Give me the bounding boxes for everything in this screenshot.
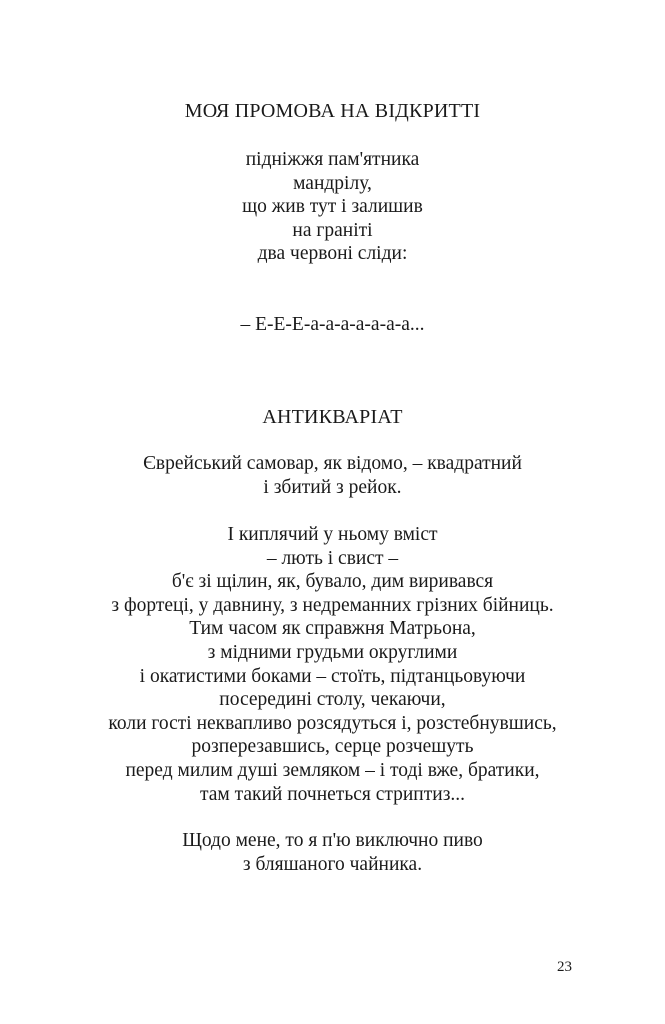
poem-line: Тим часом як справжня Матрьона,: [189, 618, 476, 640]
poem-line: посередині столу, чекаючи,: [219, 689, 446, 711]
poem-line: б'є зі щілин, як, бувало, дим виривався: [171, 571, 494, 593]
poem-line: з бляшаного чайника.: [242, 853, 423, 875]
poem1-stanza-2: [0, 313, 665, 337]
poem-title-antiquarian: АНТИКВАРІАТ: [262, 406, 403, 428]
poem-line: там такий почнеться стриптиз...: [199, 783, 466, 805]
poem-line: – Е-Е-Е-а-а-а-а-а-а-а...: [240, 314, 425, 335]
poem-line: і окатистими боками – стоїть, підтанцьовуючи: [139, 665, 526, 687]
poem-line: мандрілу,: [293, 172, 372, 194]
poem-line: – лють і свист –: [266, 547, 399, 569]
poem-title-opening-speech: МОЯ ПРОМОВА НА ВІДКРИТТІ: [184, 100, 481, 122]
poem-line: що жив тут і залишив: [242, 196, 423, 218]
poem-line: на граніті: [292, 219, 373, 241]
poem-line: розперезавшись, серце розчешуть: [191, 736, 474, 758]
poem-line: коли гості неквапливо розсядуться і, розстебнувшись,: [108, 712, 557, 734]
page-number: 23: [557, 959, 572, 975]
poem1-stanza-1: [0, 148, 665, 266]
poem-line: Єврейський самовар, як відомо, – квадратний: [143, 453, 522, 474]
poem-line: з фортеці, у давнину, з недреманних грізних бійниць.: [111, 594, 554, 616]
poem-line: підніжжя пам'ятника: [245, 149, 420, 170]
poem2-stanza-3: [0, 829, 665, 876]
poem-line: Щодо мене, то я п'ю виключно пиво: [182, 830, 483, 851]
poem-line: два червоні сліди:: [257, 243, 408, 265]
poem-line: і збитий з рейок.: [263, 476, 402, 498]
poem2-stanza-2: [0, 523, 665, 806]
poem2-stanza-1: [0, 452, 665, 499]
poem-line: з мідними грудьми округлими: [207, 641, 458, 663]
poem-line: І киплячий у ньому вміст: [227, 524, 438, 545]
poem-line: перед милим душі земляком – і тоді вже, братики,: [125, 759, 540, 781]
